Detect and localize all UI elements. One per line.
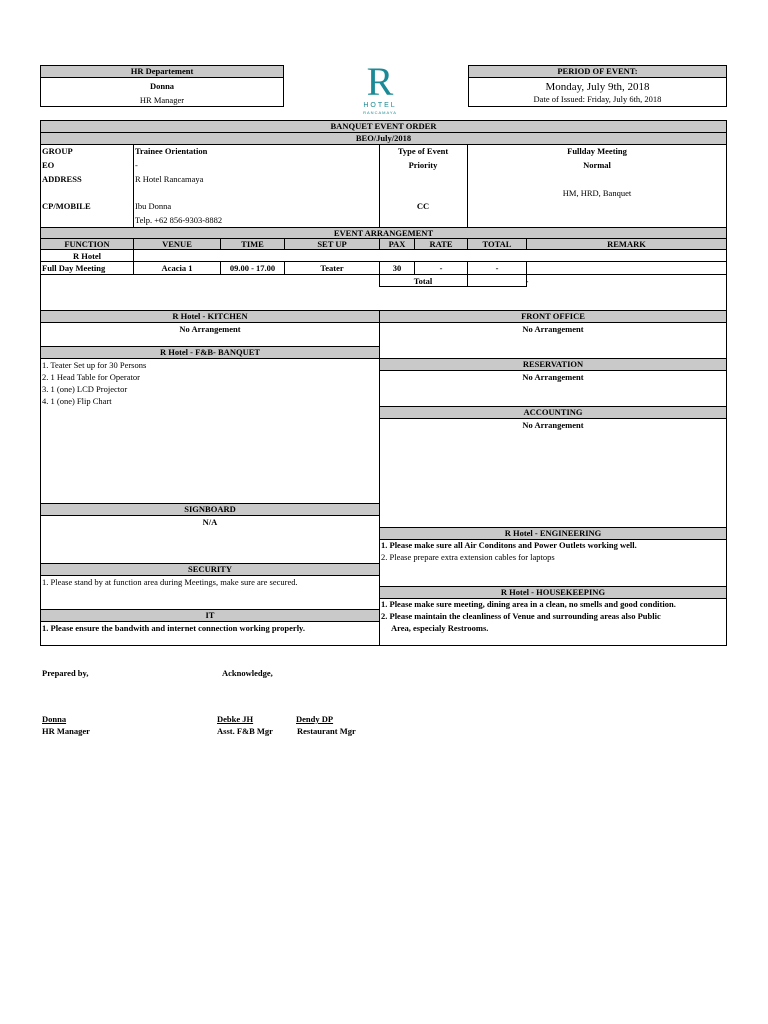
address-value: R Hotel Rancamaya (135, 174, 204, 184)
total-value: - (525, 276, 529, 286)
hr-role: HR Manager (139, 95, 185, 105)
cc-label: CC (416, 201, 430, 211)
security-title: SECURITY (40, 563, 380, 576)
col-function: FUNCTION (40, 238, 134, 250)
logo-line2: RANCAMAYA (363, 110, 397, 115)
type-value: Fullday Meeting (567, 146, 627, 156)
security-text: 1. Please stand by at function area during Meetings, make sure are secured. (42, 577, 298, 587)
signer-1-name: Donna (42, 714, 67, 724)
total-label: Total (413, 276, 433, 286)
row-pax: 30 (392, 263, 402, 273)
reservation-title: RESERVATION (379, 358, 727, 371)
period-title: PERIOD OF EVENT: (468, 65, 727, 78)
row-setup: Teater (320, 263, 344, 273)
col-venue: VENUE (133, 238, 221, 250)
group-value: Trainee Orientation (135, 146, 208, 156)
type-label: Type of Event (397, 146, 449, 156)
list-item: 4. 1 (one) Flip Chart (42, 396, 112, 406)
period-date: Monday, July 9th, 2018 (545, 81, 650, 93)
front-office-title: FRONT OFFICE (379, 310, 727, 323)
period-issued: Date of Issued: Friday, July 6th, 2018 (533, 94, 662, 104)
row-total: - (495, 263, 499, 273)
acknowledge-label: Acknowledge, (222, 668, 273, 678)
it-text: 1. Please ensure the bandwith and internet connection working properly. (42, 623, 305, 633)
engineering-title: R Hotel - ENGINEERING (379, 527, 727, 540)
address-label: ADDRESS (42, 174, 82, 184)
hr-department-title: HR Departement (40, 65, 284, 78)
signboard-title: SIGNBOARD (40, 503, 380, 516)
prepared-label: Prepared by, (42, 668, 89, 678)
list-item: 1. Please make sure all Air Conditons and Power Outlets working well. (381, 540, 637, 550)
priority-value: Normal (583, 160, 611, 170)
list-item: 2. Please maintain the cleanliness of Venue and surrounding areas also Public (381, 611, 661, 621)
hotel-logo (345, 59, 415, 122)
fnb-title: R Hotel - F&B- BANQUET (40, 346, 380, 359)
col-rate: RATE (414, 238, 468, 250)
it-title: IT (40, 609, 380, 622)
col-setup: SET UP (284, 238, 380, 250)
beo-title: BANQUET EVENT ORDER (40, 120, 727, 133)
group-label: GROUP (42, 146, 73, 156)
signer-1-role: HR Manager (42, 726, 90, 736)
eo-value: - (135, 160, 138, 170)
signboard-text: N/A (202, 517, 218, 527)
list-item: 2. Please prepare extra extension cables for laptops (381, 552, 555, 562)
accounting-text: No Arrangement (522, 420, 584, 430)
row-venue: Acacia 1 (161, 263, 193, 273)
logo-line1: HOTEL (363, 102, 397, 109)
row-rate: - (439, 263, 443, 273)
accounting-title: ACCOUNTING (379, 406, 727, 419)
signer-2-name: Debke JH (217, 714, 254, 724)
arrangement-title: EVENT ARRANGEMENT (40, 227, 727, 239)
table-row (40, 261, 727, 275)
eo-label: EO (42, 160, 55, 170)
kitchen-text: No Arrangement (179, 324, 241, 334)
signer-2-role: Asst. F&B Mgr (217, 726, 273, 736)
signer-3-name: Dendy DP (296, 714, 334, 724)
list-item: 1. Please make sure meeting, dining area in a clean, no smells and good condition. (381, 599, 676, 609)
col-time: TIME (220, 238, 285, 250)
beo-code: BEO/July/2018 (40, 132, 727, 145)
reservation-text: No Arrangement (522, 372, 584, 382)
row-time: 09.00 - 17.00 (229, 263, 276, 273)
cp-name: Ibu Donna (135, 201, 172, 211)
cp-label: CP/MOBILE (42, 201, 91, 211)
priority-label: Priority (408, 160, 438, 170)
front-office-text: No Arrangement (522, 324, 584, 334)
logo-letter: R (366, 59, 394, 104)
housekeeping-title: R Hotel - HOUSEKEEPING (379, 586, 727, 599)
list-item: 1. Teater Set up for 30 Persons (42, 360, 147, 370)
list-item: 3. 1 (one) LCD Projector (42, 384, 128, 394)
hr-name: Donna (149, 81, 175, 91)
list-item: 2. 1 Head Table for Operator (42, 372, 140, 382)
accounting-body (379, 418, 727, 528)
col-total: TOTAL (467, 238, 527, 250)
row-function: Full Day Meeting (42, 263, 106, 273)
signer-3-role: Restaurant Mgr (297, 726, 356, 736)
venue-group-label: R Hotel (72, 251, 102, 261)
list-item: Area, especialy Restrooms. (391, 623, 489, 633)
kitchen-title: R Hotel - KITCHEN (40, 310, 380, 323)
col-pax: PAX (379, 238, 415, 250)
col-remark: REMARK (526, 238, 727, 250)
cc-value: HM, HRD, Banquet (562, 188, 632, 198)
cp-phone: Telp. +62 856-9303-8882 (135, 215, 223, 225)
